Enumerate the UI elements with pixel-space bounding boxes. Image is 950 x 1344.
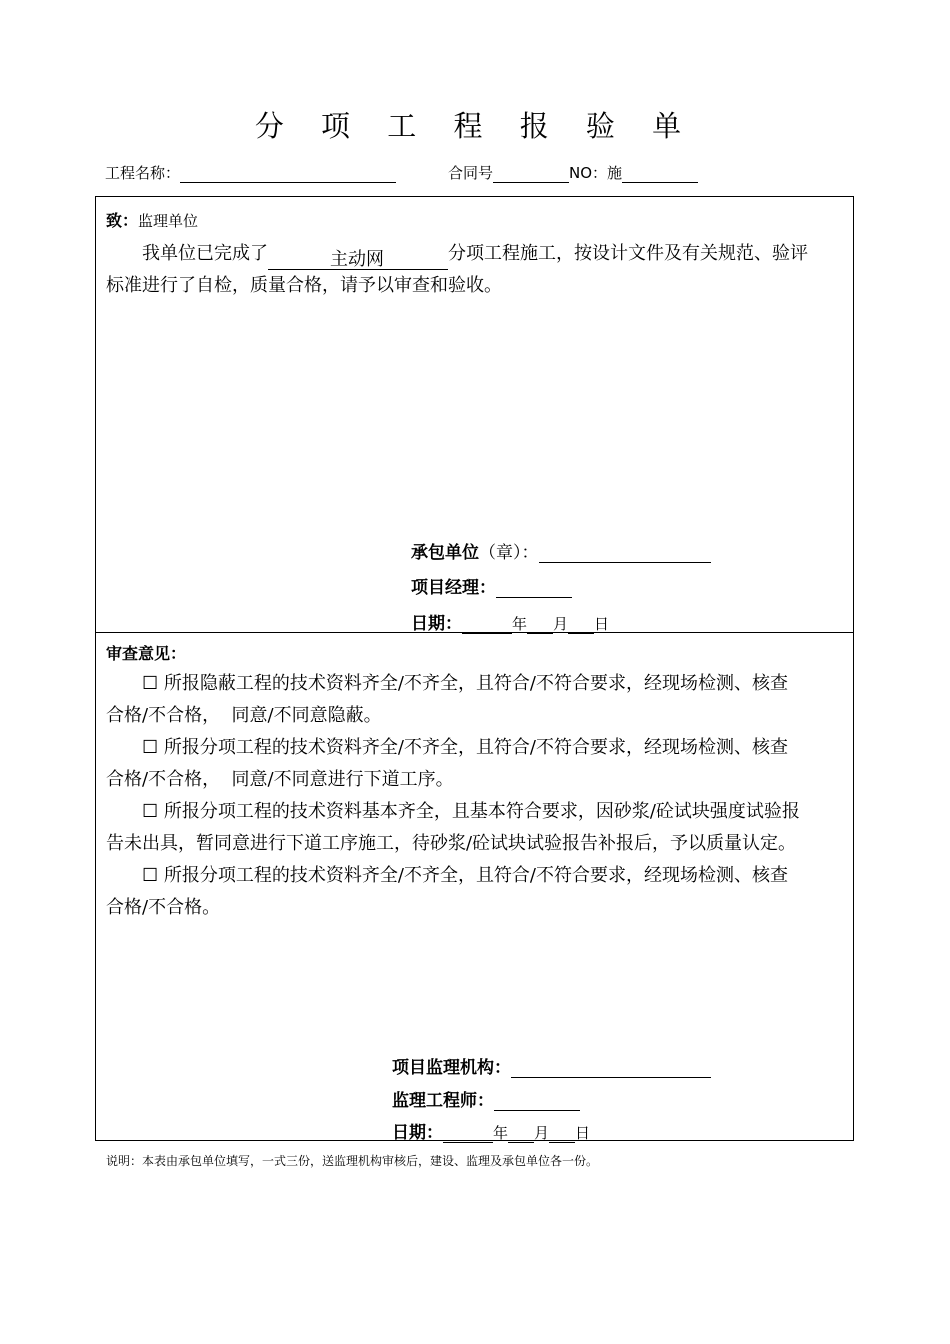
review-option-1 xyxy=(106,668,846,732)
subitem-name-field[interactable]: 主动网 xyxy=(268,244,448,270)
footnote: 说明：本表由承包单位填写，一式三份，送监理机构审核后，建设、监理及承包单位各一份。 xyxy=(106,1154,599,1168)
review-year-label: 年 xyxy=(493,1124,509,1142)
contract-label: 合同号 xyxy=(448,164,494,182)
option-1-line-1: 所报隐蔽工程的技术资料齐全/不齐全，且符合/不符合要求，经现场检测、核查 xyxy=(163,673,789,694)
supervision-org-line xyxy=(392,1053,711,1078)
contractor-seal-label: （章）： xyxy=(479,543,539,563)
addressee-line xyxy=(106,208,198,231)
report-date-label: 日期： xyxy=(411,614,462,634)
engineer-label: 监理工程师： xyxy=(392,1091,494,1111)
engineer-line xyxy=(392,1086,580,1111)
supervision-org-label: 项目监理机构： xyxy=(392,1058,511,1078)
completed-prefix: 我单位已完成了 xyxy=(142,243,268,264)
option-2-line-2: 合格/不合格， 同意/不同意进行下道工序。 xyxy=(106,769,454,790)
report-day-label: 日 xyxy=(594,615,610,633)
report-day-field[interactable] xyxy=(568,617,594,634)
engineer-signature-field[interactable] xyxy=(494,1094,580,1111)
option-3-checkbox[interactable]: ☐ xyxy=(142,801,159,822)
review-day-field[interactable] xyxy=(549,1126,575,1143)
to-label: 致： xyxy=(106,211,139,230)
option-4-checkbox[interactable]: ☐ xyxy=(142,865,159,886)
supervision-org-field[interactable] xyxy=(511,1061,711,1078)
option-3-line-1: 所报分项工程的技术资料基本齐全，且基本符合要求，因砂浆/砼试块强度试验报 xyxy=(163,801,800,822)
form-title: 分 项 工 程 报 验 单 xyxy=(254,109,696,143)
review-day-label: 日 xyxy=(575,1124,591,1142)
review-year-field[interactable] xyxy=(443,1126,493,1143)
option-1-line-2: 合格/不合格， 同意/不同意隐蔽。 xyxy=(106,705,382,726)
contractor-label: 承包单位 xyxy=(411,543,479,563)
project-name-label: 工程名称： xyxy=(105,164,181,182)
review-heading: 审查意见： xyxy=(106,644,187,663)
report-line-2: 标准进行了自检，质量合格，请予以审查和验收。 xyxy=(106,275,502,296)
completed-suffix: 分项工程施工，按设计文件及有关规范、验评 xyxy=(448,243,808,264)
no-value[interactable] xyxy=(622,166,698,183)
report-paragraph xyxy=(106,238,846,302)
option-4-line-1: 所报分项工程的技术资料齐全/不齐全，且符合/不符合要求，经现场检测、核查 xyxy=(163,865,789,886)
project-name-field xyxy=(105,162,396,183)
to-value: 监理单位 xyxy=(138,212,199,230)
review-date-label: 日期： xyxy=(392,1123,443,1143)
review-option-2 xyxy=(106,732,846,796)
report-line-1 xyxy=(106,238,846,270)
option-2-checkbox[interactable]: ☐ xyxy=(142,737,159,758)
option-2-line-1: 所报分项工程的技术资料齐全/不齐全，且符合/不符合要求，经现场检测、核查 xyxy=(163,737,789,758)
review-option-3 xyxy=(106,796,846,860)
no-label: NO：施 xyxy=(569,164,623,182)
review-date-line xyxy=(392,1118,590,1143)
option-4-line-2: 合格/不合格。 xyxy=(106,897,221,918)
contract-value[interactable] xyxy=(493,166,569,183)
review-option-4 xyxy=(106,860,846,924)
manager-label: 项目经理： xyxy=(411,578,496,598)
manager-signature-field[interactable] xyxy=(496,581,572,598)
option-3-line-2: 告未出具，暂同意进行下道工序施工，待砂浆/砼试块试验报告补报后，予以质量认定。 xyxy=(106,833,797,854)
contractor-signature-field[interactable] xyxy=(539,546,711,563)
contractor-line xyxy=(411,538,711,563)
project-name-value[interactable] xyxy=(180,166,396,183)
review-month-label: 月 xyxy=(534,1124,550,1142)
report-month-field[interactable] xyxy=(527,617,553,634)
review-month-field[interactable] xyxy=(508,1126,534,1143)
report-date-line xyxy=(411,609,609,634)
report-year-field[interactable] xyxy=(462,617,512,634)
report-year-label: 年 xyxy=(512,615,528,633)
report-month-label: 月 xyxy=(553,615,569,633)
option-1-checkbox[interactable]: ☐ xyxy=(142,673,159,694)
manager-line xyxy=(411,573,572,598)
contract-field xyxy=(448,162,698,183)
